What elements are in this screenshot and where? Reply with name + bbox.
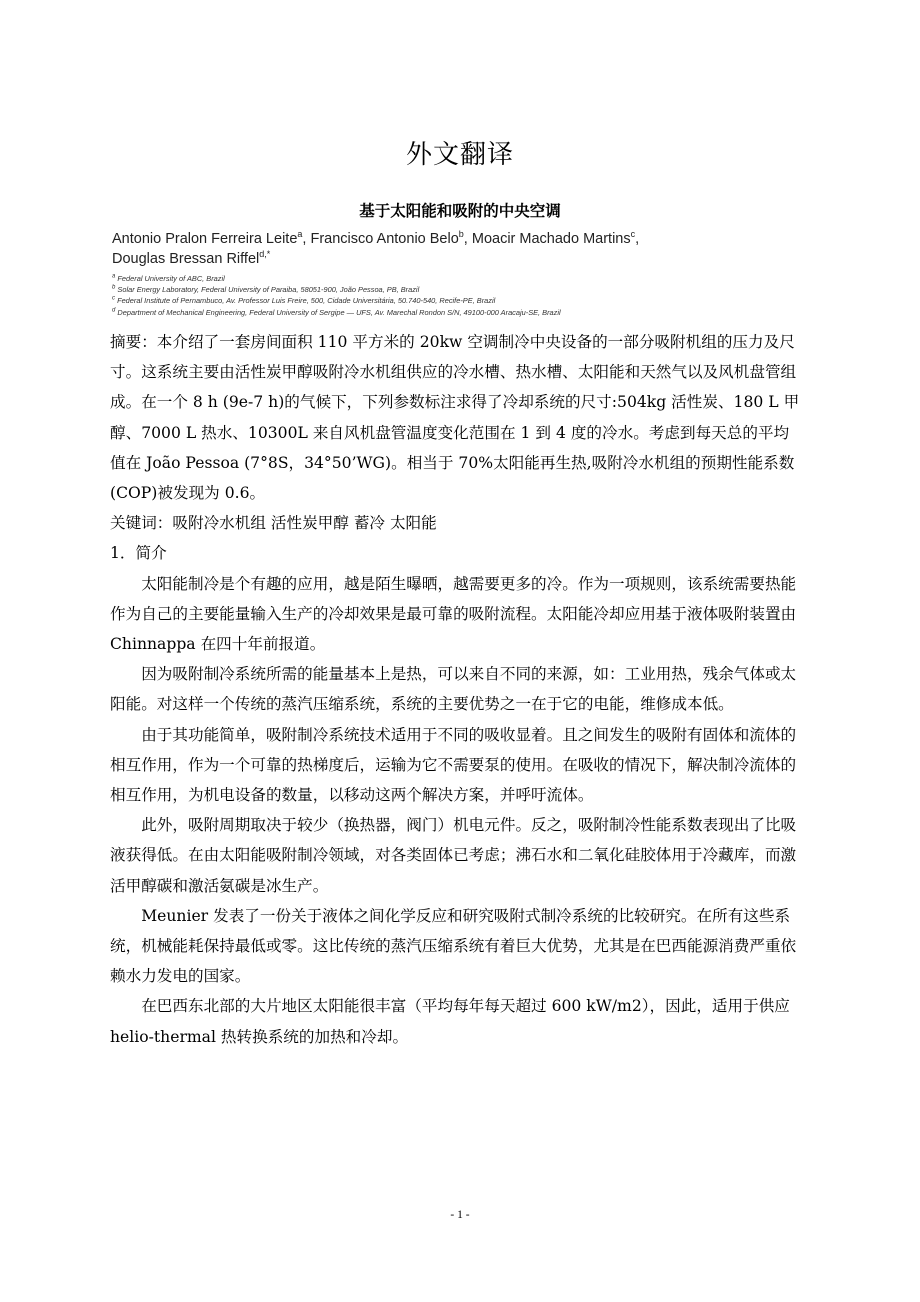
author-mark: c	[630, 229, 636, 240]
author-name: Antonio Pralon Ferreira Leite	[112, 231, 298, 247]
document-title: 外文翻译	[405, 140, 514, 170]
affiliation-item	[112, 273, 812, 284]
affiliation-item	[112, 284, 812, 295]
affiliation-item	[112, 307, 812, 318]
affiliation-list	[112, 273, 812, 318]
body-paragraph: 太阳能制冷是个有趣的应用，越是陌生曝晒，越需要更多的冷。作为一项规则，该系统需要热能作为自己的主要能量输入生产的冷却效果是最可靠的吸附流程。太阳能冷却应用基于液体吸附装置由 Chinnappa 在四十年前报道。	[110, 574, 797, 654]
affiliation-mark: a	[112, 273, 116, 280]
affiliation-mark: c	[112, 295, 115, 302]
author-name: Douglas Bressan Riffel	[112, 251, 260, 267]
affiliation-text: Department of Mechanical Engineering, Federal University of Sergipe — UFS, Av. Marechal Rondon S/N, 49100-000 Aracaju-SE, Brazil	[117, 307, 561, 317]
author-list: Antonio Pralon Ferreira Leite$^a$, Francisco Antonio Belo$^b$, Moacir Machado Martins$^c$, Douglas Bressan Riffel$^{d,*}$	[112, 229, 640, 267]
body-paragraph: Meunier 发表了一份关于液体之间化学反应和研究吸附式制冷系统的比较研究。在所有这些系统，机械能耗保持最低或零。这比传统的蒸汽压缩系统有着巨大优势，尤其是在巴西能源消费严重依赖水力发电的国家。	[110, 906, 797, 986]
author-name: Francisco Antonio Belo	[310, 231, 459, 247]
author-mark: b	[458, 229, 464, 240]
abstract-paragraph: 摘要：本介绍了一套房间面积 110 平方米的 20kw 空调制冷中央设备的一部分吸附机组的压力及尺寸。这系统主要由活性炭甲醇吸附冷水机组供应的冷水槽、热水槽、太阳能和天然气以及风机盘管组成。在一个 8 h (9e-7 h)的气候下，下列参数标注求得了冷却系统的尺寸:504kg 活性炭、180 L 甲醇、7000 L 热水、10300L 来自风机盘管温度变化范围在 1 到 4 度的冷水。考虑到每天总的平均值在 João Pessoa (7°8S，34°50’WG)。相当于 70%太阳能再生热,吸附冷水机组的预期性能系数(COP)被发现为 0.6。	[110, 333, 800, 503]
affiliation-mark: d	[112, 307, 116, 314]
affiliation-item	[112, 295, 812, 306]
body-paragraph: 在巴西东北部的大片地区太阳能很丰富（平均每年每天超过 600 kW/m2），因此，适用于供应 helio-thermal 热转换系统的加热和冷却。	[110, 997, 790, 1046]
affiliation-mark: b	[112, 284, 116, 291]
affiliation-text: Federal Institute of Pernambuco, Av. Professor Luis Freire, 500, Cidade Universitária, 50.740-540, Recife-PE, Brazil	[117, 296, 496, 306]
body-paragraph: 由于其功能简单，吸附制冷系统技术适用于不同的吸收显着。且之间发生的吸附有固体和流体的相互作用，作为一个可靠的热梯度后，运输为它不需要泵的使用。在吸收的情况下，解决制冷流体的相互作用，为机电设备的数量，以移动这两个解决方案，并呼吁流体。	[110, 725, 797, 805]
keywords-line: 关键词：吸附冷水机组 活性炭甲醇 蓄冷 太阳能	[110, 514, 437, 533]
page-number: - 1 -	[450, 1209, 470, 1221]
body-paragraph: 因为吸附制冷系统所需的能量基本上是热，可以来自不同的来源，如：工业用热，残余气体或太阳能。对这样一个传统的蒸汽压缩系统，系统的主要优势之一在于它的电能，维修成本低。	[110, 665, 797, 714]
paper-subtitle: 基于太阳能和吸附的中央空调	[359, 202, 561, 220]
section-heading: 1．简介	[110, 544, 167, 563]
affiliation-text: Federal University of ABC, Brazil	[117, 274, 225, 283]
affiliation-text: Solar Energy Laboratory, Federal University of Paraiba, 58051-900, João Pessoa, PB, Brazil	[117, 285, 420, 295]
body-paragraph: 此外，吸附周期取决于较少（换热器，阀门）机电元件。反之，吸附制冷性能系数表现出了比吸液获得低。在由太阳能吸附制冷领域，对各类固体已考虑；沸石水和二氧化硅胶体用于冷藏库，而激活甲醇碳和激活氨碳是冰生产。	[110, 816, 797, 895]
author-name: Moacir Machado Martins	[471, 231, 631, 247]
document-body	[110, 327, 800, 1052]
author-mark: d,*	[259, 249, 271, 260]
author-mark: a	[297, 229, 303, 240]
